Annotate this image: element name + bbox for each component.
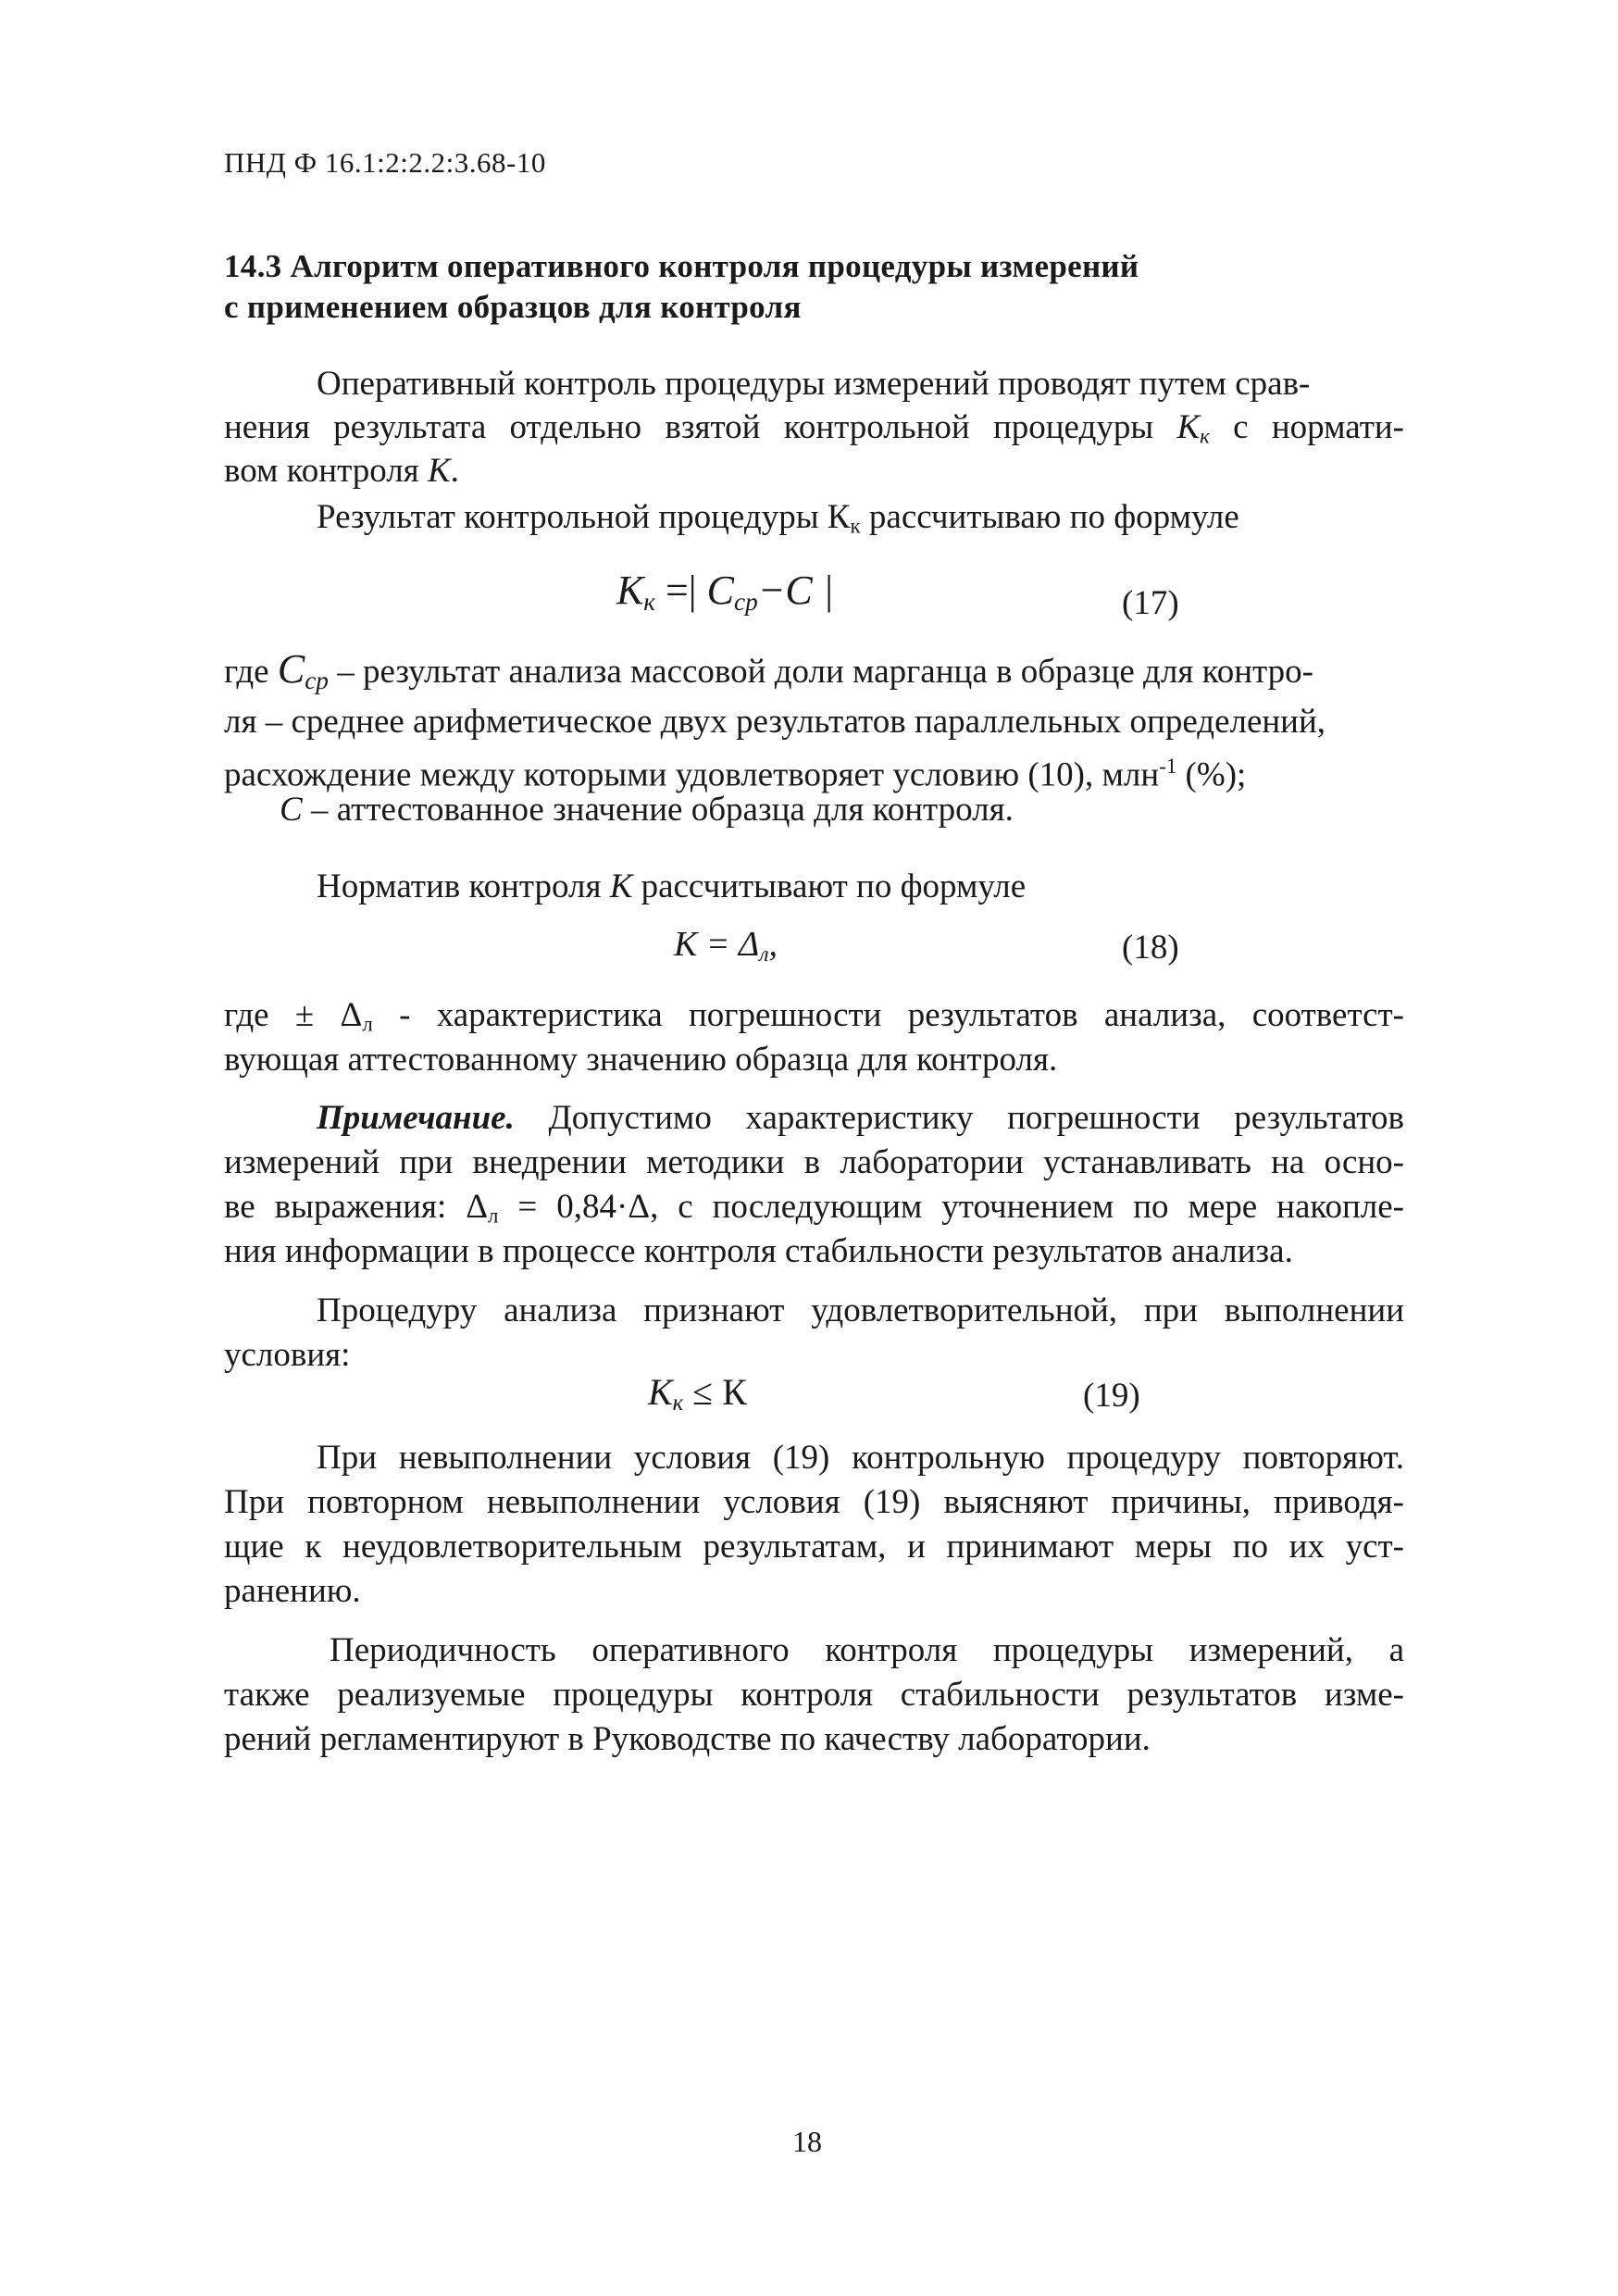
equation-18 (674, 924, 778, 967)
where2-line-1-tail: - характеристика погрешности результатов анализа, соответст- (372, 996, 1405, 1034)
symbol-k-k: $K_к$ (1176, 408, 1210, 448)
where1-lead: где (224, 653, 278, 691)
note-line-1-text: Допустимо характеристику погрешности результатов (514, 1099, 1404, 1137)
note-line-3-tail: = 0,84·Δ, с последующим уточнением по мере накопле- (498, 1188, 1404, 1226)
where1-line-4-sym: С (280, 791, 303, 829)
eq17-c: C (706, 568, 734, 613)
para3-text: Норматив контроля (317, 867, 610, 905)
para3-tail: рассчитывают по формуле (632, 867, 1027, 905)
para4-line-1: Процедуру анализа признают удовлетворительной, при выполнении (317, 1292, 1404, 1329)
where1-sym-sub: ср (305, 666, 329, 694)
eq17-c-sub: ср (733, 587, 758, 616)
eq18-tail: , (768, 925, 778, 964)
eq19-rest: ≤ К (683, 1371, 747, 1413)
symbol-k: K (427, 452, 451, 490)
para5-line-3: щие к неудовлетворительным результатам, и принимают меры по их уст- (224, 1528, 1404, 1566)
where1-line-4 (280, 789, 1014, 831)
para6-line-3: рений регламентируют в Руководстве по качеству лаборатории. (224, 1720, 1151, 1758)
para3-symbol: К (609, 867, 633, 905)
section-title-line-2: с применением образцов для контроля (224, 289, 802, 325)
where1-line-3-sup: -1 (1159, 755, 1177, 778)
where1-line-2: ля – среднее арифметическое двух результатов параллельных определений, (224, 703, 1326, 741)
where2-line-1-sub: л (362, 1012, 373, 1036)
note-line-1 (317, 1097, 1404, 1140)
eq19-lhs: К (648, 1371, 673, 1413)
note-line-3-sub: л (488, 1204, 499, 1228)
document-header: ПНД Ф 16.1:2:2.2:3.68-10 (224, 146, 546, 179)
eq19-lhs-sub: к (672, 1391, 684, 1416)
page-number: 18 (792, 2125, 822, 2158)
para1-line-3 (224, 450, 459, 493)
para2-line (317, 496, 1239, 548)
where1-line-1 (224, 648, 1313, 702)
note-line-2: измерений при внедрении методики в лаборатории устанавливать на осно- (224, 1143, 1404, 1181)
note-line-3-text: ве выражения: Δ (224, 1188, 489, 1226)
eq17-lhs: К (616, 568, 644, 613)
where1-text: – результат анализа массовой доли марганца в образце для контро- (328, 653, 1313, 691)
para2-sub: к (850, 514, 861, 538)
equation-19-number: (19) (1083, 1377, 1140, 1415)
equation-17-number: (17) (1122, 584, 1179, 622)
note-line-4: ния информации в процессе контроля стабильности результатов анализа. (224, 1232, 1293, 1270)
equation-19 (648, 1370, 747, 1416)
section-title-line-1: 14.3 Алгоритм оперативного контроля процедуры измерений (224, 248, 1139, 284)
para1-line-2-tail: с нормати- (1209, 408, 1404, 446)
para4-line-2: условия: (224, 1336, 351, 1374)
para3-line (317, 866, 1026, 908)
eq17-mid: =| (654, 568, 707, 613)
para1-line-2-text: нения результата отдельно взятой контрольной процедуры (224, 408, 1177, 446)
para6-line-2: также реализуемые процедуры контроля стабильности результатов изме- (224, 1676, 1404, 1714)
eq17-rest: −C | (757, 568, 834, 613)
para5-line-4: ранению. (224, 1572, 361, 1610)
where2-line-1-text: где ± Δ (224, 996, 363, 1034)
para2-tail: рассчитываю по формуле (860, 498, 1239, 536)
para1-line-1: Оперативный контроль процедуры измерений проводят путем срав- (317, 365, 1311, 403)
para1-line-3-tail: . (450, 452, 459, 490)
where1-line-3-tail: (%); (1176, 755, 1247, 794)
equation-18-number: (18) (1122, 929, 1179, 967)
where2-line-2: вующая аттестованному значению образца для контроля. (224, 1041, 1058, 1079)
where1-line-3-text: расхождение между которыми удовлетворяет условию (10), млн (224, 755, 1160, 794)
where1-line-4-text: – аттестованное значение образца для контроля. (302, 791, 1014, 829)
where1-symbol (278, 646, 329, 692)
equation-17 (616, 567, 834, 617)
para2-text: Результат контрольной процедуры К (317, 498, 851, 536)
para5-line-1: При невыполнении условия (19) контрольную процедуру повторяют. (317, 1439, 1404, 1477)
where1-sym: C (277, 646, 305, 692)
para1-line-3-text: вом контроля (224, 452, 428, 490)
para5-line-2: При повторном невыполнении условия (19) выясняют причины, приводя- (224, 1483, 1404, 1521)
eq18-text: К = Δ (674, 925, 760, 964)
eq17-lhs-sub: к (643, 587, 655, 616)
eq18-sub: л (759, 942, 769, 967)
note-label: Примечание. (317, 1099, 515, 1137)
para6-line-1: Периодичность оперативного контроля процедуры измерений, а (330, 1631, 1404, 1669)
